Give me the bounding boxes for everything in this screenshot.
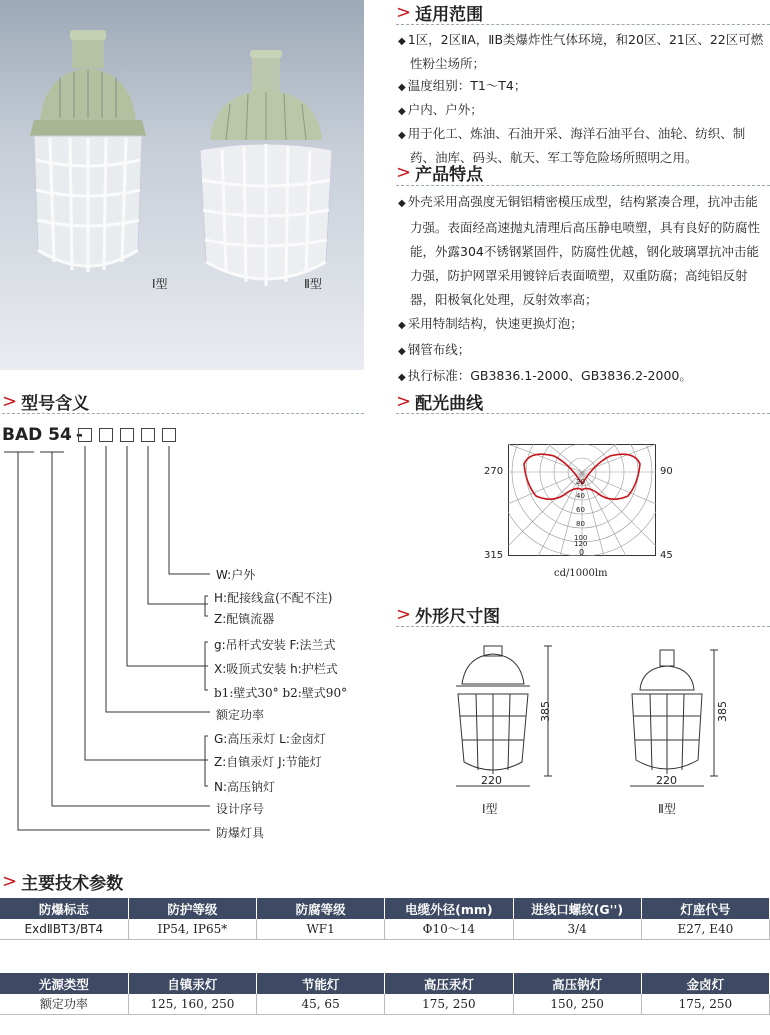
table-cell: 175, 250 (385, 994, 513, 1014)
table-header-cell: 电缆外径(mm) (385, 898, 513, 919)
table-row (0, 919, 770, 939)
dim-width-type-2: 220 (656, 774, 677, 787)
table-header-cell: 金卤灯 (641, 973, 769, 994)
table-cell: E27, E40 (641, 919, 769, 939)
model-label-junction-box: H:配接线盒(不配不注) (214, 591, 333, 605)
curve-ring-40: 40 (576, 492, 585, 500)
table-cell: 125, 160, 250 (128, 994, 256, 1014)
table-cell: 3/4 (513, 919, 641, 939)
curve-heading: > 配光曲线 (396, 390, 484, 414)
model-label-ceiling: X:吸顶式安装 h:护栏式 (214, 662, 338, 676)
dim-height-type-2: 385 (716, 701, 729, 722)
feature-item: ◆ 采用特制结构，快速更换灯泡； (398, 312, 770, 338)
curve-label-0: 0 (579, 548, 585, 557)
feature-item: ◆ 执行标准：GB3836.1-2000、GB3836.2-2000。 (398, 364, 770, 390)
table-cell: 额定功率 (0, 994, 128, 1014)
curve-ring-80: 80 (576, 520, 585, 528)
model-label-serial: 设计序号 (216, 802, 265, 816)
model-divider (2, 413, 364, 414)
table-cell: 150, 250 (513, 994, 641, 1014)
photo-label-type-1: Ⅰ型 (152, 277, 168, 291)
lamp-type-1-image (30, 30, 146, 272)
model-label-ballast: Z:配镇流器 (214, 612, 275, 626)
table-header-cell: 光源类型 (0, 973, 128, 994)
table-header-row (0, 898, 770, 919)
product-photo (0, 0, 364, 370)
scope-divider (396, 24, 770, 25)
table-header-cell: 高压汞灯 (385, 973, 513, 994)
table-header-cell: 自镇汞灯 (128, 973, 256, 994)
table-header-cell: 防腐等级 (257, 898, 385, 919)
dim-label-type-2: Ⅱ型 (658, 802, 676, 816)
model-code: BAD 54 - (2, 425, 83, 445)
table-header-row (0, 973, 770, 994)
scope-list (398, 29, 770, 169)
curve-ring-60: 60 (576, 506, 585, 514)
features-heading: > 产品特点 (396, 161, 484, 185)
scope-item: ◆ 用于化工、炼油、石油开采、海洋石油平台、油轮、纺织、制药、油库、码头、航天、军工等危险场所照明之用。 (398, 123, 770, 169)
dims-heading: > 外形尺寸图 (396, 603, 501, 627)
dim-width-type-1: 220 (481, 774, 502, 787)
table-cell: ExdⅡBT3/BT4 (0, 919, 128, 939)
scope-item: ◆ 1区，2区ⅡA，ⅡB类爆炸性气体环境，和20区、21区、22区可燃性粉尘场所； (398, 29, 770, 75)
curve-ring-120: 120 (574, 540, 588, 548)
table-header-cell: 防爆标志 (0, 898, 128, 919)
table-cell: 175, 250 (641, 994, 769, 1014)
feature-item: ◆ 外壳采用高强度无铜铝精密模压成型，结构紧凑合理，抗冲击能力强。表面经高速抛丸清理后高压静电喷塑，具有良好的防腐性能，外露304不锈钢紧固件，防腐性优越，钢化玻璃罩抗冲击能力强，防护网罩采用镀锌后表面喷塑，双重防腐；高纯铝反射器，阳极氧化处理，反射效率高； (398, 190, 770, 312)
model-label-sodium: N:高压钠灯 (214, 780, 276, 794)
model-label-outdoor: W:户外 (216, 568, 256, 582)
curve-label-90: 90 (660, 466, 673, 477)
table-cell: Φ10～14 (385, 919, 513, 939)
table-header-cell: 高压钠灯 (513, 973, 641, 994)
model-label-self-ballast: Z:自镇汞灯 J:节能灯 (214, 755, 322, 769)
dimension-drawing-type-1 (456, 646, 552, 786)
lamp-photo-image (0, 0, 364, 370)
table-header-cell: 节能灯 (257, 973, 385, 994)
model-label-wall: b1:壁式30° b2:壁式90° (214, 686, 348, 700)
params-heading: > 主要技术参数 (2, 870, 124, 894)
table-cell: IP54, IP65* (128, 919, 256, 939)
curve-unit: cd/1000lm (554, 568, 608, 579)
model-label-power: 额定功率 (216, 708, 265, 722)
lamp-type-2-image (200, 50, 332, 286)
model-heading: > 型号含义 (2, 390, 90, 414)
photo-label-type-2: Ⅱ型 (304, 277, 322, 291)
params-table-2 (0, 973, 770, 1015)
curve-ring-20: 20 (576, 478, 585, 486)
curve-label-45: 45 (660, 550, 673, 561)
curve-label-270: 270 (484, 466, 504, 477)
features-divider (396, 185, 770, 186)
scope-item: ◆ 温度组别：T1～T4； (398, 75, 770, 99)
table-header-cell: 进线口螺纹(G'') (513, 898, 641, 919)
dim-label-type-1: Ⅰ型 (482, 802, 498, 816)
scope-heading: > 适用范围 (396, 1, 484, 25)
dimension-drawing-type-2 (630, 650, 718, 786)
model-label-pendant: g:吊杆式安装 F:法兰式 (214, 638, 336, 652)
model-label-lamp: 防爆灯具 (216, 826, 265, 840)
curve-label-315: 315 (484, 550, 504, 561)
table-cell: WF1 (257, 919, 385, 939)
curve-divider (396, 413, 770, 414)
dim-height-type-1: 385 (539, 701, 552, 722)
table-header-cell: 灯座代号 (641, 898, 769, 919)
dims-divider (396, 626, 770, 627)
model-label-mercury: G:高压汞灯 L:金卤灯 (214, 732, 326, 746)
params-table-1 (0, 898, 770, 940)
table-header-cell: 防护等级 (128, 898, 256, 919)
table-cell: 45, 65 (257, 994, 385, 1014)
curve-ring-100: 100 (574, 534, 588, 542)
feature-item: ◆ 钢管布线； (398, 338, 770, 364)
features-list (398, 190, 770, 390)
table-row (0, 994, 770, 1014)
scope-item: ◆ 户内、户外； (398, 99, 770, 123)
